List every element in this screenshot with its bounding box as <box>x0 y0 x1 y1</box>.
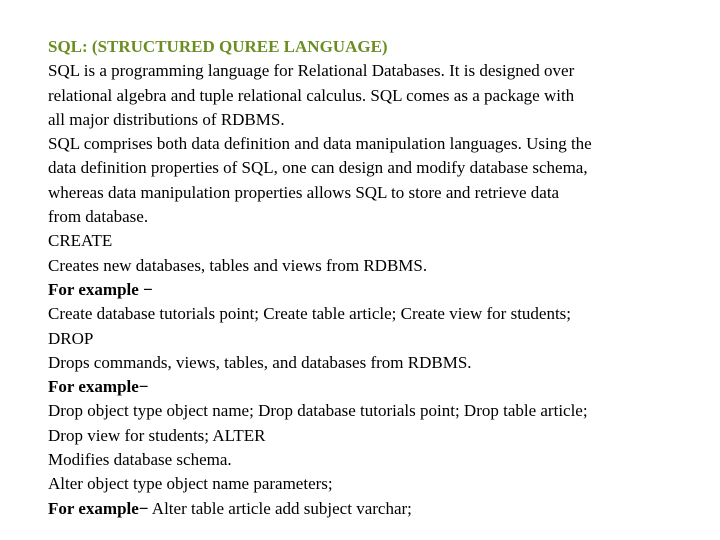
example-line <box>48 497 708 521</box>
text-line: Drop object type object name; Drop database tutorials point; Drop table article; <box>48 401 588 421</box>
example-text: Alter table article add subject varchar; <box>148 498 412 518</box>
text-line: Create database tutorials point; Create table article; Create view for students; <box>48 304 572 324</box>
text-line: all major distributions of RDBMS. <box>48 109 285 129</box>
drop-heading: DROP <box>48 328 94 348</box>
text-line: whereas data manipulation properties allows SQL to store and retrieve data <box>48 182 560 202</box>
text-line: Creates new databases, tables and views from RDBMS. <box>48 255 428 275</box>
text-line: relational algebra and tuple relational calculus. SQL comes as a package with <box>48 85 575 105</box>
text-line: data definition properties of SQL, one can design and modify database schema, <box>48 158 588 178</box>
slide-title: SQL: (STRUCTURED QUREE LANGUAGE) <box>48 37 388 56</box>
slide-content <box>48 35 708 521</box>
text-line: Modifies database schema. <box>48 450 232 470</box>
text-line: Alter object type object name parameters; <box>48 474 333 494</box>
text-line: SQL comprises both data definition and data manipulation languages. Using the <box>48 134 592 154</box>
text-line: from database. <box>48 207 149 227</box>
example-label: For example− <box>48 498 149 518</box>
example-label: For example− <box>48 377 149 397</box>
example-label: For example − <box>48 279 153 299</box>
text-line: Drop view for students; ALTER <box>48 425 266 445</box>
text-line: SQL is a programming language for Relational Databases. It is designed over <box>48 61 575 81</box>
text-line: Drops commands, views, tables, and databases from RDBMS. <box>48 352 472 372</box>
create-heading: CREATE <box>48 231 113 251</box>
